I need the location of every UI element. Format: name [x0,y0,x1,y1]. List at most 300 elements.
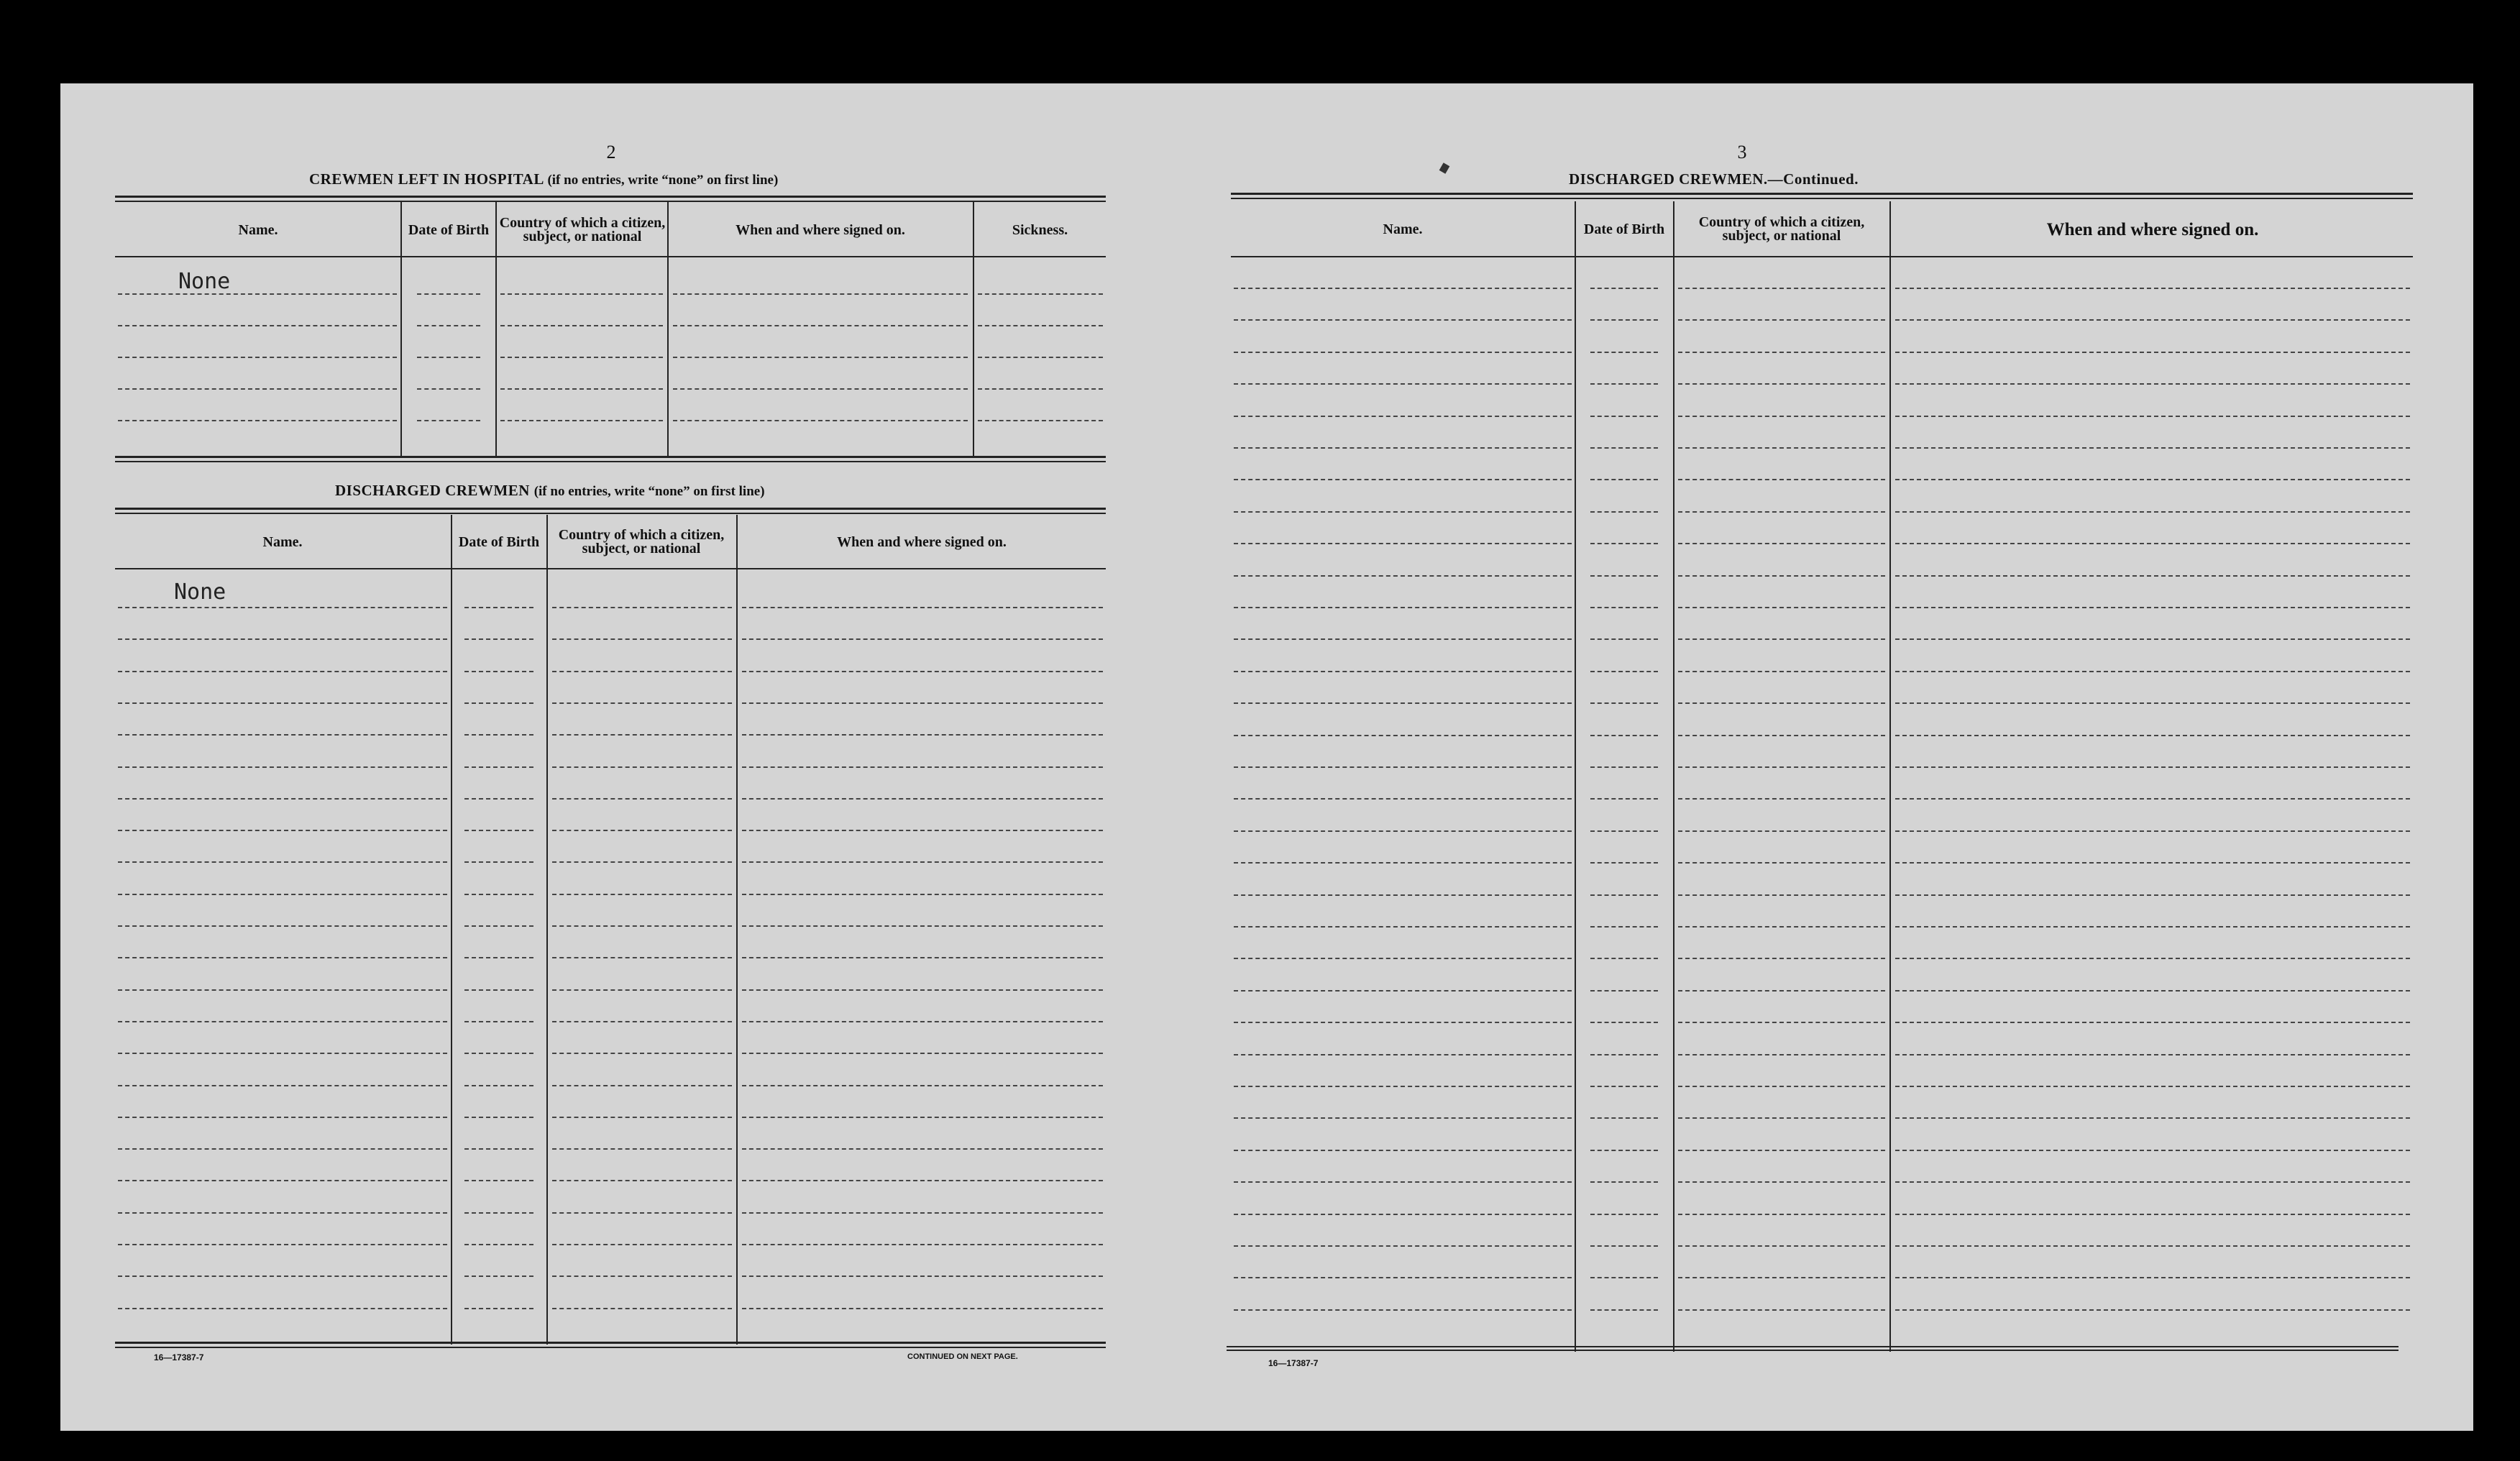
ruled-line [417,388,480,390]
ruled-line [1895,894,2410,896]
ruled-line [1895,319,2410,321]
discharged-header-country: Country of which a citizen, subject, or national [558,527,725,557]
ruled-line [1895,1022,2410,1023]
ruled-line [464,798,533,800]
hospital-header-sickness: Sickness. [1012,221,1068,238]
ruled-line [118,925,447,927]
hospital-header-signed-on: When and where signed on. [736,221,905,238]
ruled-line [1895,798,2410,800]
ruled-line [742,830,1103,831]
ruled-line [1678,1117,1885,1119]
ruled-line [1590,416,1658,417]
ruled-line [1895,447,2410,449]
ruled-line [1234,543,1572,544]
ruled-line [118,798,447,800]
ruled-line [1234,862,1572,864]
ruled-line [1590,319,1658,321]
hospital-col-divider [400,202,402,458]
ruled-line [118,734,447,736]
ruled-line [464,894,533,895]
ruled-line [1678,766,1885,768]
ruled-line [552,1148,732,1150]
ruled-line [1678,1245,1885,1247]
ruled-line [552,830,732,831]
ruled-line [118,894,447,895]
ruled-line [1895,1117,2410,1119]
hospital-bottom-rule [115,456,1106,458]
ruled-line [417,325,480,326]
ruled-line [1678,862,1885,864]
ruled-line [1678,1086,1885,1087]
ruled-line [1895,638,2410,640]
discharged-header-rule [115,568,1106,569]
ruled-line [552,1244,732,1245]
ruled-line [552,861,732,863]
discharged-bottom-rule [115,1342,1106,1344]
ruled-line [1895,926,2410,928]
ruled-line [118,1117,447,1118]
ruled-line [1590,990,1658,991]
ruled-line [1234,830,1572,832]
ruled-line [464,925,533,927]
ruled-line [118,957,447,958]
ruled-line [978,357,1103,358]
ruled-line [742,1212,1103,1214]
ruled-line [1234,671,1572,672]
ruled-line [742,894,1103,895]
ruled-line [464,1275,533,1277]
ruled-line [464,1308,533,1309]
ruled-line [118,830,447,831]
discharged-top-rule [115,508,1106,510]
ruled-line [1234,288,1572,289]
ruled-line [1590,479,1658,480]
ruled-line [1895,416,2410,417]
ruled-line [118,1244,447,1245]
ruled-line [1590,1277,1658,1278]
ruled-line [1590,638,1658,640]
ruled-line [1895,862,2410,864]
ruled-line [118,325,397,326]
discharged-header-dob: Date of Birth [458,533,540,550]
ruled-line [1895,1277,2410,1278]
ruled-line [1895,830,2410,832]
ruled-line [1590,671,1658,672]
ruled-line [1895,288,2410,289]
ruled-line [464,1021,533,1022]
ruled-line [742,1021,1103,1022]
ruled-line [1590,1022,1658,1023]
ruled-line [978,388,1103,390]
ruled-line [552,989,732,991]
ruled-line [1590,894,1658,896]
right-col-divider [1575,201,1576,1352]
ruled-line [118,861,447,863]
right-section-title: DISCHARGED CREWMEN.—Continued. [1569,170,1859,188]
ruled-line [464,1212,533,1214]
hospital-section-title [309,170,778,188]
ruled-line [464,607,533,608]
hospital-header-rule [115,256,1106,257]
ruled-line [464,638,533,640]
hospital-col-divider [495,202,497,458]
ruled-line [1895,607,2410,608]
ruled-line [1234,1214,1572,1215]
ruled-line [742,798,1103,800]
ruled-line [552,638,732,640]
ruled-line [1678,638,1885,640]
ruled-line [1234,511,1572,513]
ruled-line [742,1180,1103,1181]
right-top-rule-2 [1231,198,2413,199]
hospital-col-divider [667,202,669,458]
ruled-line [500,325,663,326]
ruled-line [1895,543,2410,544]
ruled-line [1234,575,1572,577]
ruled-line [742,989,1103,991]
ruled-line [1590,575,1658,577]
ruled-line [742,957,1103,958]
hospital-entry-none: None [178,269,231,294]
ruled-line [118,1180,447,1181]
ruled-line [118,1212,447,1214]
ruled-line [673,325,968,326]
ruled-line [1590,543,1658,544]
ruled-line [464,989,533,991]
ruled-line [118,702,447,704]
ruled-line [742,1275,1103,1277]
discharged-title-note: (if no entries, write “none” on first line) [533,484,765,499]
ruled-line [742,1148,1103,1150]
ruled-line [552,1085,732,1086]
ruled-line [552,702,732,704]
ruled-line [1678,735,1885,736]
discharged-header-signed-on: When and where signed on. [837,533,1007,550]
ruled-line [1895,1309,2410,1311]
ruled-line [1234,383,1572,385]
ruled-line [742,607,1103,608]
ruled-line [742,702,1103,704]
ruled-line [1678,352,1885,353]
ruled-line [1590,607,1658,608]
ruled-line [118,1308,447,1309]
ruled-line [673,388,968,390]
ruled-line [1590,1054,1658,1055]
ruled-line [1678,958,1885,959]
ruled-line [1678,702,1885,704]
discharged-bottom-rule-2 [115,1347,1106,1348]
ruled-line [1678,607,1885,608]
ruled-line [1678,1277,1885,1278]
discharged-section-title [335,482,765,500]
ruled-line [552,1117,732,1118]
hospital-title-note: (if no entries, write “none” on first line) [547,173,779,188]
ruled-line [118,1148,447,1150]
ruled-line [417,357,480,358]
ruled-line [673,293,968,295]
ruled-line [1678,830,1885,832]
right-header-dob: Date of Birth [1583,221,1665,237]
ruled-line [1234,702,1572,704]
ruled-line [1590,511,1658,513]
ruled-line [1590,1309,1658,1311]
ruled-line [1678,479,1885,480]
ruled-line [742,638,1103,640]
ruled-line [464,1085,533,1086]
ruled-line [552,607,732,608]
ruled-line [1234,1054,1572,1055]
ruled-line [464,1148,533,1150]
ruled-line [552,671,732,672]
ruled-line [1590,352,1658,353]
ruled-line [978,420,1103,421]
ruled-line [118,420,397,421]
ruled-line [1895,735,2410,736]
right-header-rule [1231,256,2413,257]
ruled-line [552,734,732,736]
discharged-header-name: Name. [262,533,303,550]
ruled-line [1234,798,1572,800]
ruled-line [1590,1150,1658,1151]
ruled-line [1234,1117,1572,1119]
ruled-line [978,325,1103,326]
ruled-line [1590,862,1658,864]
ruled-line [742,766,1103,768]
ruled-line [1234,926,1572,928]
ruled-line [118,388,397,390]
ruled-line [552,1308,732,1309]
ruled-line [1678,575,1885,577]
ruled-line [464,671,533,672]
ruled-line [1590,383,1658,385]
ruled-line [464,766,533,768]
ruled-line [1678,1309,1885,1311]
discharged-entry-none: None [174,580,226,605]
ruled-line [1590,926,1658,928]
right-bottom-rule-2 [1227,1350,2398,1351]
ruled-line [742,1117,1103,1118]
right-header-country: Country of which a citizen, subject, or national [1698,214,1865,244]
ruled-line [1895,1181,2410,1183]
ruled-line [742,1085,1103,1086]
ruled-line [1678,1150,1885,1151]
ruled-line [552,1053,732,1054]
ruled-line [118,671,447,672]
ruled-line [552,1275,732,1277]
hospital-header-country: Country of which a citizen, subject, or national [499,215,666,244]
ruled-line [464,1180,533,1181]
form-number-right: 16—17387-7 [1268,1358,1319,1368]
ruled-line [1895,383,2410,385]
ruled-line [1678,288,1885,289]
ruled-line [1678,511,1885,513]
ruled-line [118,1021,447,1022]
ruled-line [1590,958,1658,959]
ruled-line [1895,479,2410,480]
hospital-header-name: Name. [238,221,278,238]
ruled-line [673,357,968,358]
ruled-line [1234,1022,1572,1023]
ruled-line [1234,607,1572,608]
ruled-line [1895,990,2410,991]
ruled-line [742,1308,1103,1309]
ruled-line [1678,543,1885,544]
ruled-line [1895,702,2410,704]
ruled-line [552,894,732,895]
ruled-line [118,766,447,768]
ruled-line [1895,511,2410,513]
ruled-line [978,293,1103,295]
ruled-line [500,357,663,358]
ruled-line [1234,447,1572,449]
document-page [60,83,2473,1431]
hospital-col-divider [973,202,974,458]
ruled-line [118,293,397,295]
ruled-line [1234,735,1572,736]
ruled-line [118,989,447,991]
ruled-line [742,1053,1103,1054]
ruled-line [464,1244,533,1245]
ruled-line [1590,798,1658,800]
ruled-line [1895,1150,2410,1151]
ruled-line [1895,575,2410,577]
ruled-line [500,420,663,421]
ruled-line [742,1244,1103,1245]
ruled-line [1234,1277,1572,1278]
ruled-line [1590,1245,1658,1247]
ruled-line [464,957,533,958]
ruled-line [464,861,533,863]
ruled-line [1678,1022,1885,1023]
ruled-line [464,1117,533,1118]
ruled-line [118,1053,447,1054]
ruled-line [1234,766,1572,768]
ruled-line [742,861,1103,863]
ruled-line [742,925,1103,927]
ruled-line [1234,1181,1572,1183]
ruled-line [464,830,533,831]
ruled-line [118,1085,447,1086]
ruled-line [1234,894,1572,896]
ruled-line [1678,990,1885,991]
ruled-line [1678,1214,1885,1215]
ruled-line [1678,319,1885,321]
ruled-line [1895,352,2410,353]
ruled-line [1678,1054,1885,1055]
ruled-line [552,798,732,800]
ruled-line [500,388,663,390]
ruled-line [552,925,732,927]
right-header-name: Name. [1383,221,1423,237]
ruled-line [1234,1150,1572,1151]
ruled-line [742,734,1103,736]
ruled-line [1895,1245,2410,1247]
hospital-top-rule-2 [115,201,1106,202]
ruled-line [552,1212,732,1214]
form-number-left: 16—17387-7 [154,1352,204,1362]
discharged-top-rule-2 [115,513,1106,514]
ruled-line [1590,735,1658,736]
ruled-line [1234,1086,1572,1087]
ruled-line [1234,958,1572,959]
right-top-rule [1231,193,2413,195]
hospital-header-dob: Date of Birth [408,221,490,238]
ruled-line [1590,830,1658,832]
discharged-col-divider [736,515,738,1345]
ruled-line [1895,671,2410,672]
ruled-line [464,1053,533,1054]
ruled-line [464,734,533,736]
ruled-line [1590,1181,1658,1183]
ruled-line [673,420,968,421]
ruled-line [417,293,480,295]
ruled-line [1590,766,1658,768]
ruled-line [1234,352,1572,353]
discharged-col-divider [546,515,548,1345]
ruled-line [1678,926,1885,928]
hospital-bottom-rule-2 [115,461,1106,462]
right-col-divider [1889,201,1891,1352]
ruled-line [1678,894,1885,896]
ruled-line [1895,958,2410,959]
right-col-divider [1673,201,1674,1352]
ruled-line [1678,447,1885,449]
ruled-line [1590,1214,1658,1215]
ruled-line [1895,1086,2410,1087]
page-number-left: 2 [606,142,616,162]
page-number-right: 3 [1737,142,1747,162]
ruled-line [1590,447,1658,449]
ruled-line [552,1021,732,1022]
ruled-line [1234,319,1572,321]
ruled-line [1678,383,1885,385]
ruled-line [1590,1086,1658,1087]
ruled-line [118,607,447,608]
hospital-top-rule [115,196,1106,198]
continued-note: CONTINUED ON NEXT PAGE. [907,1352,1018,1361]
ruled-line [118,638,447,640]
ruled-line [1590,288,1658,289]
ruled-line [500,293,663,295]
ruled-line [118,357,397,358]
ruled-line [742,671,1103,672]
discharged-title-text: DISCHARGED CREWMEN [335,482,530,499]
ruled-line [1234,1309,1572,1311]
ruled-line [1895,1214,2410,1215]
ruled-line [1234,416,1572,417]
ruled-line [1895,1054,2410,1055]
ruled-line [1678,671,1885,672]
ruled-line [1234,990,1572,991]
ruled-line [1234,1245,1572,1247]
discharged-col-divider [451,515,452,1345]
ruled-line [1234,638,1572,640]
ruled-line [1678,416,1885,417]
ruled-line [1590,1117,1658,1119]
ruled-line [552,1180,732,1181]
hospital-title-text: CREWMEN LEFT IN HOSPITAL [309,170,544,188]
ruled-line [552,957,732,958]
ruled-line [417,420,480,421]
ruled-line [552,766,732,768]
ruled-line [1895,766,2410,768]
ruled-line [118,1275,447,1277]
ruled-line [464,702,533,704]
right-header-signed-on: When and where signed on. [2046,219,2259,239]
ruled-line [1590,702,1658,704]
right-bottom-rule [1227,1346,2398,1347]
ruled-line [1234,479,1572,480]
